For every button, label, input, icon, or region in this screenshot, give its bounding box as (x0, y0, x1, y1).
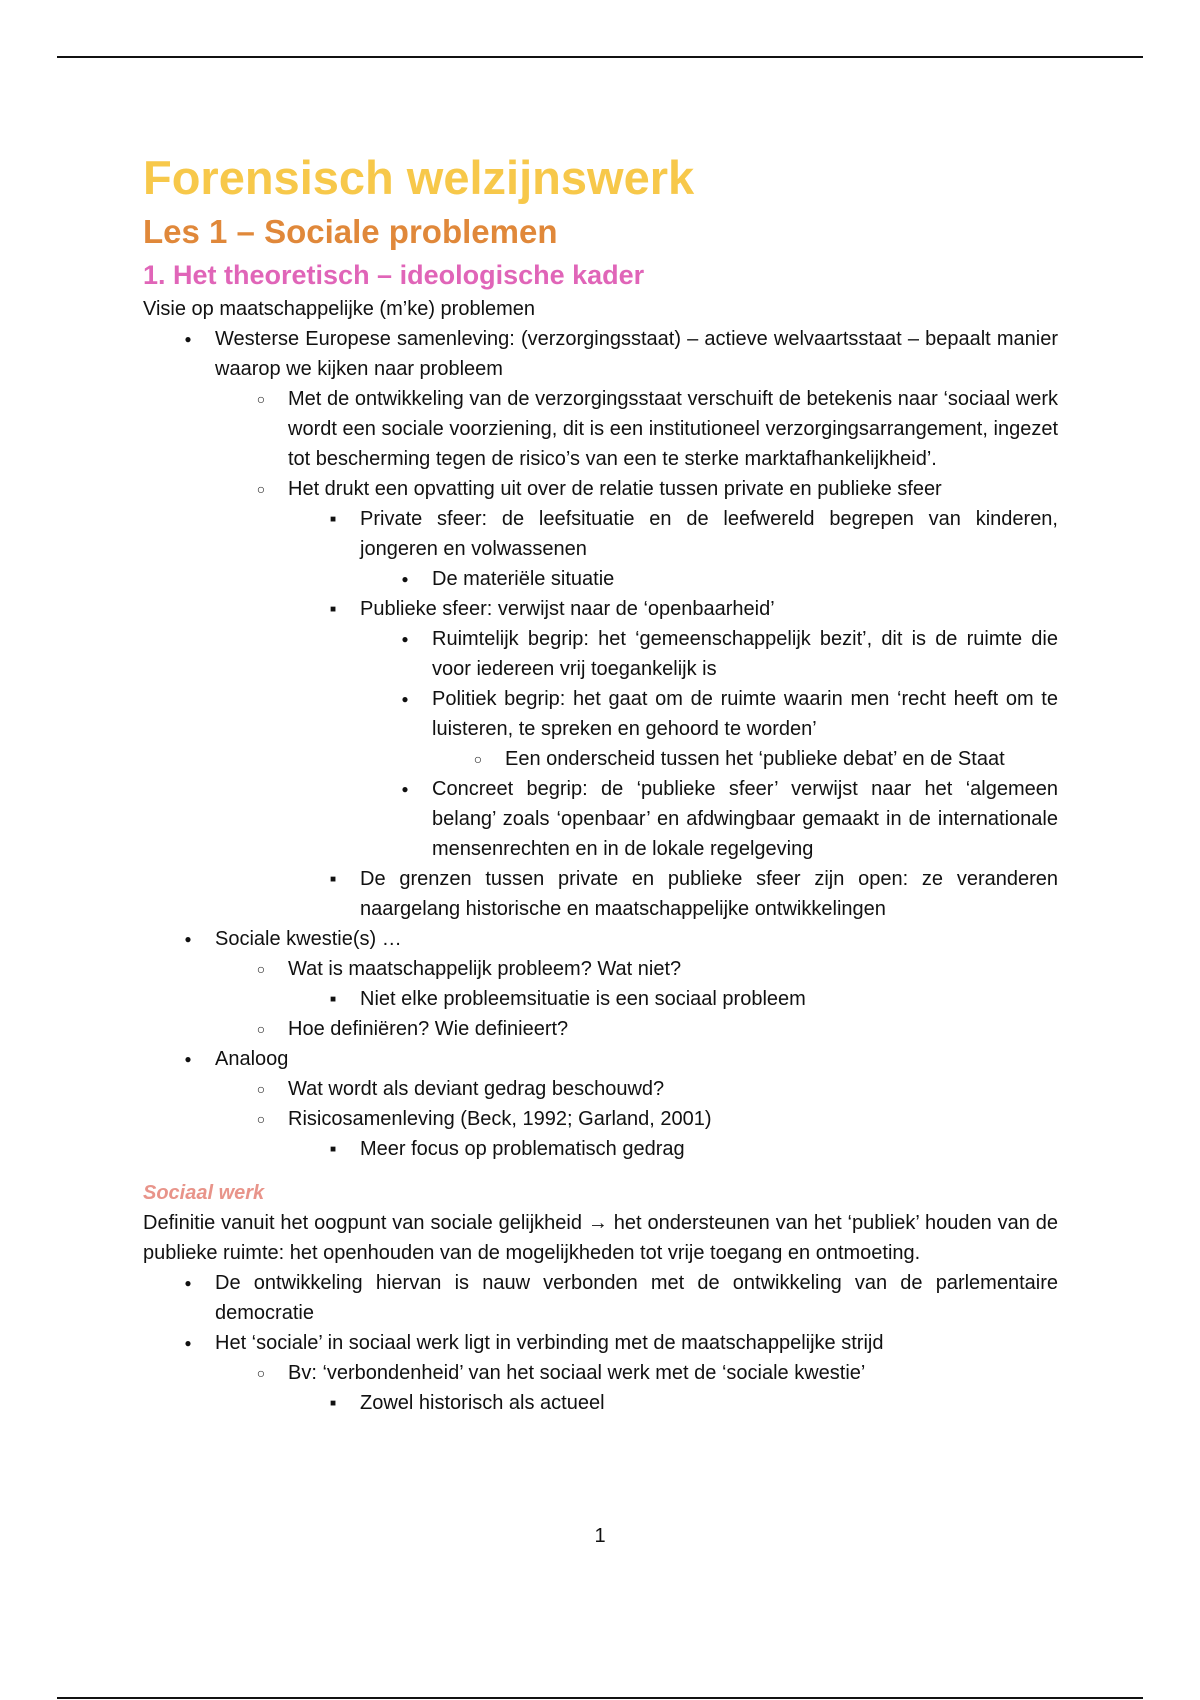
list-item (0, 564, 1058, 594)
disc-bullet-icon (178, 1268, 198, 1298)
list-item-text: De grenzen tussen private en publieke sfeer zijn open: ze veranderen naargelang historische en maatschappelijke ontwikkelingen (360, 868, 1058, 920)
list-item (0, 1074, 1058, 1104)
list-item-text: Concreet begrip: de ‘publieke sfeer’ verwijst naar het ‘algemeen belang’ zoals ‘openbaar’ en afdwingbaar gemaakt in de internationale mensenrechten en in de lokale regelgeving (432, 778, 1058, 860)
list-item (0, 744, 1058, 774)
circle-bullet-icon (251, 1014, 271, 1044)
list-item (0, 984, 1058, 1014)
list-item-text: De materiële situatie (432, 568, 615, 590)
list-item (0, 1328, 1058, 1358)
square-bullet-icon (323, 504, 343, 535)
disc-bullet-icon (178, 1328, 198, 1358)
footer-rule (57, 1697, 1143, 1699)
list-item-text: Het ‘sociale’ in sociaal werk ligt in verbinding met de maatschappelijke strijd (215, 1332, 884, 1354)
square-bullet-icon (323, 984, 343, 1015)
list-item (0, 954, 1058, 984)
list-item (0, 1388, 1058, 1418)
list-item (0, 384, 1058, 474)
list-item-text: De ontwikkeling hiervan is nauw verbonden met de ontwikkeling van de parlementaire democratie (215, 1272, 1058, 1324)
header-rule (57, 56, 1143, 58)
list-item (0, 324, 1058, 384)
list-item-text: Wat wordt als deviant gedrag beschouwd? (288, 1078, 665, 1100)
intro-text: Visie op maatschappelijke (m’ke) problemen (143, 298, 536, 320)
list-item-text: Hoe definiëren? Wie definieert? (288, 1018, 569, 1040)
list-item (0, 1044, 1058, 1074)
list-item-text: Westerse Europese samenleving: (verzorgingsstaat) – actieve welvaartsstaat – bepaalt manier waarop we kijken naar probleem (215, 328, 1058, 380)
list-item (0, 864, 1058, 924)
disc-bullet-icon (178, 324, 198, 354)
list-item-text: Bv: ‘verbondenheid’ van het sociaal werk met de ‘sociale kwestie’ (288, 1362, 866, 1384)
list-item-text: Risicosamenleving (Beck, 1992; Garland, 2001) (288, 1108, 712, 1130)
list-item-text: Het drukt een opvatting uit over de relatie tussen private en publieke sfeer (288, 478, 942, 500)
list-item (0, 594, 1058, 624)
list-item (0, 1014, 1058, 1044)
circle-bullet-icon (251, 474, 271, 504)
list-item-text: Een onderscheid tussen het ‘publieke debat’ en de Staat (505, 748, 1005, 770)
circle-bullet-icon (251, 1074, 271, 1104)
list-item-text: Niet elke probleemsituatie is een sociaal probleem (360, 988, 806, 1010)
square-bullet-icon (323, 594, 343, 625)
list-item (0, 1268, 1058, 1328)
disc-bullet-icon (395, 564, 415, 594)
section-heading: 1. Het theoretisch – ideologische kader (143, 260, 645, 290)
document-body (143, 148, 1058, 1418)
disc-bullet-icon (395, 624, 415, 654)
list-item (0, 1134, 1058, 1164)
square-bullet-icon (323, 864, 343, 895)
outline-list (0, 324, 1058, 1164)
square-bullet-icon (323, 1388, 343, 1419)
square-bullet-icon (323, 1134, 343, 1165)
circle-bullet-icon (251, 954, 271, 984)
definition-paragraph: Definitie vanuit het oogpunt van sociale gelijkheid → het ondersteunen van het ‘publiek’ houden van de publieke ruimte: het openhouden van de mogelijkheden tot vrije toegang en ontmoeting. (143, 1212, 1058, 1264)
list-item-text: Zowel historisch als actueel (360, 1392, 605, 1414)
list-item (0, 474, 1058, 504)
disc-bullet-icon (178, 924, 198, 954)
list-item (0, 624, 1058, 684)
circle-bullet-icon (251, 1104, 271, 1134)
list-item (0, 1358, 1058, 1388)
list-item-text: Publieke sfeer: verwijst naar de ‘openbaarheid’ (360, 598, 775, 620)
list-item-text: Private sfeer: de leefsituatie en de leefwereld begrepen van kinderen, jongeren en volwassenen (360, 508, 1058, 560)
list-item-text: Analoog (215, 1048, 289, 1070)
disc-bullet-icon (395, 684, 415, 714)
page-number: 1 (594, 1525, 606, 1547)
list-item-text: Meer focus op problematisch gedrag (360, 1138, 685, 1160)
list-item (0, 1104, 1058, 1134)
circle-bullet-icon (251, 384, 271, 414)
list-item-text: Wat is maatschappelijk probleem? Wat niet? (288, 958, 682, 980)
circle-bullet-icon (468, 744, 488, 774)
list-item-text: Politiek begrip: het gaat om de ruimte waarin men ‘recht heeft om te luisteren, te spreken en gehoord te worden’ (432, 688, 1058, 740)
subheading-sociaal-werk: Sociaal werk (143, 1182, 265, 1204)
list-item-text: Met de ontwikkeling van de verzorgingsstaat verschuift de betekenis naar ‘sociaal werk wordt een sociale voorziening, dit is een institutioneel verzorgingsarrangement, ingezet tot bescherming tegen de risico’s van een te sterke marktafhankelijkheid’. (288, 388, 1058, 470)
disc-bullet-icon (395, 774, 415, 804)
list-item (0, 924, 1058, 954)
document-title: Forensisch welzijnswerk (143, 151, 695, 204)
list-item (0, 774, 1058, 864)
list-item (0, 684, 1058, 744)
disc-bullet-icon (178, 1044, 198, 1074)
sociaal-werk-list (0, 1268, 1058, 1418)
list-item-text: Ruimtelijk begrip: het ‘gemeenschappelijk bezit’, dit is de ruimte die voor iedereen vrij toegankelijk is (432, 628, 1058, 680)
list-item (0, 504, 1058, 564)
circle-bullet-icon (251, 1358, 271, 1388)
lesson-heading: Les 1 – Sociale problemen (143, 213, 558, 250)
list-item-text: Sociale kwestie(s) … (215, 928, 402, 950)
